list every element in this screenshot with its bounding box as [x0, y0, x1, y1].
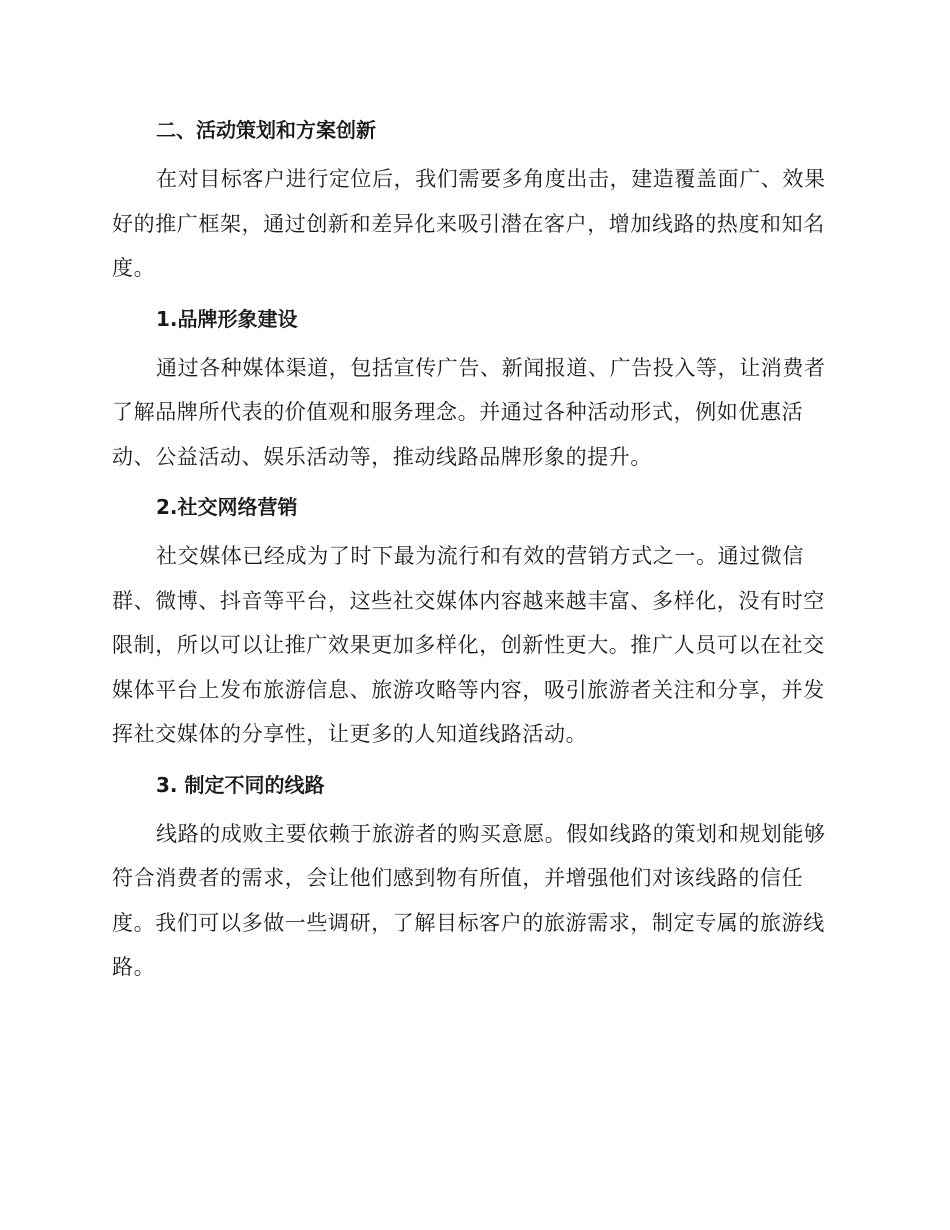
- subsection-body-brand: 通过各种媒体渠道，包括宣传广告、新闻报道、广告投入等，让消费者了解品牌所代表的价值观和服务理念。并通过各种活动形式，例如优惠活动、公益活动、娱乐活动等，推动线路品牌形象的提升。: [112, 355, 826, 469]
- document-page: [112, 108, 832, 990]
- subsection-heading-brand: 1.品牌形象建设: [156, 306, 298, 331]
- subsection-body-routes: 线路的成败主要依赖于旅游者的购买意愿。假如线路的策划和规划能够符合消费者的需求，会让他们感到物有所值，并增强他们对该线路的信任度。我们可以多做一些调研，了解目标客户的旅游需求，制定专属的旅游线路。: [112, 821, 826, 979]
- intro-paragraph: 在对目标客户进行定位后，我们需要多角度出击，建造覆盖面广、效果好的推广框架，通过创新和差异化来吸引潜在客户，增加线路的热度和知名度。: [112, 167, 826, 280]
- subsection-body-social: 社交媒体已经成为了时下最为流行和有效的营销方式之一。通过微信群、微博、抖音等平台，这些社交媒体内容越来越丰富、多样化，没有时空限制，所以可以让推广效果更加多样化，创新性更大。推广人员可以在社交媒体平台上发布旅游信息、旅游攻略等内容，吸引旅游者关注和分享，并发挥社交媒体的分享性，让更多的人知道线路活动。: [112, 544, 825, 746]
- subsection-heading-routes: 3. 制定不同的线路: [156, 772, 325, 797]
- section-title: 二、活动策划和方案创新: [156, 118, 376, 142]
- subsection-heading-social: 2.社交网络营销: [156, 495, 298, 519]
